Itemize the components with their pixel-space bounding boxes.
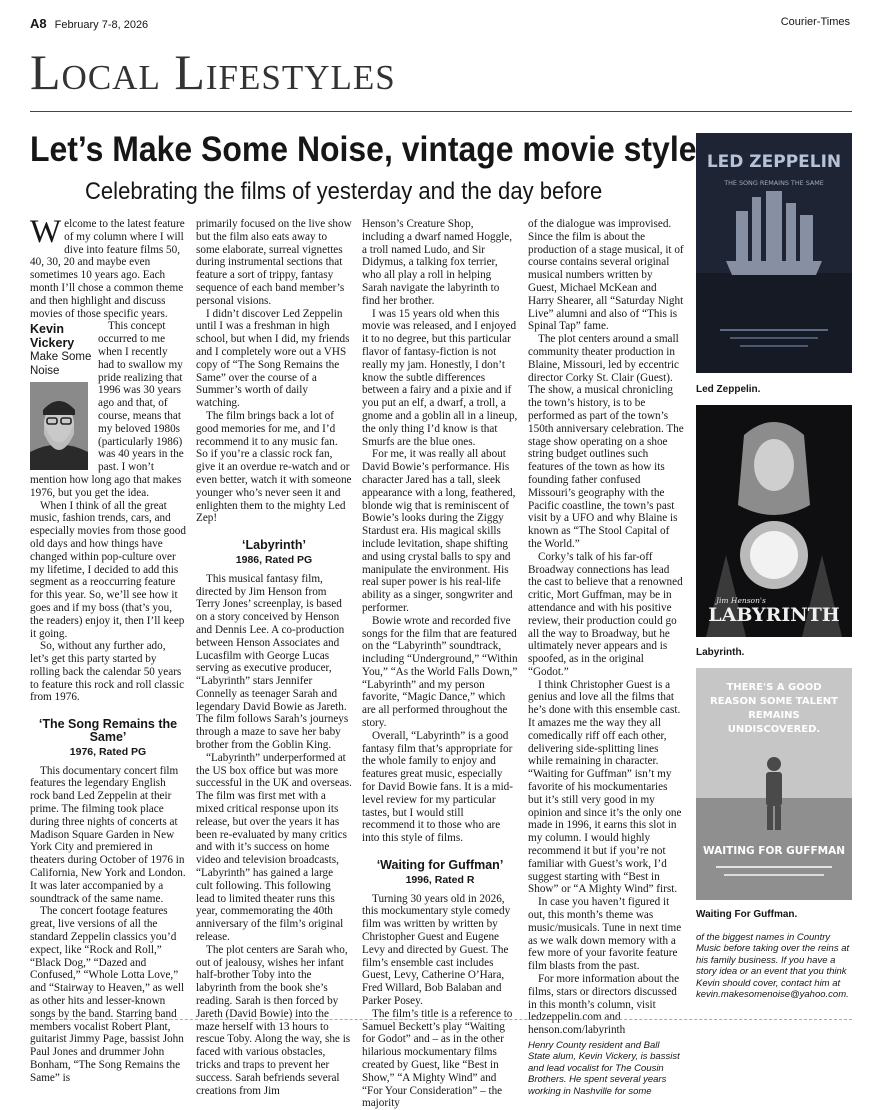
film-2-rating: 1986, Rated PG [235, 553, 313, 566]
bottom-rule [30, 1019, 852, 1020]
column-3 [362, 218, 518, 1110]
film-1-paragraph-3: primarily focused on the live show but the film also eats away to some elaborate, surreal vignettes during instrumental sections that feature a sort of trippy, fantasy sequence of each band member’s personal visions. [196, 218, 352, 307]
film-2-paragraph-8: Overall, “Labyrinth” is a good fantasy film that’s appropriate for the whole family to enjoy and features great music, especially for David Bowie fans. It is a mid-level review for my particular tastes, but I would still recommend it to those who are into this style of films. [362, 729, 513, 845]
film-1-paragraph-5: The film brings back a lot of good memories for me, and I’d recommend it to any music fan. So if you’re a classic rock fan, give it an overdue re-watch and or even better, watch it with someone younger who’s never seen it and enlighten them to the mighty Led Zep! [196, 409, 352, 525]
column-name: Make Some Noise [30, 351, 92, 378]
paper-name: Courier-Times [780, 16, 850, 28]
film-3-paragraph-3: of the dialogue was improvised. Since the film is about the production of a stage musical, it of course contains several original musical numbers written by Guest, Michael McKean and Harry Shearer, all “Saturday Night Live” alumni and also of “This is Spinal Tap” fame. [528, 218, 684, 333]
film-3-title: ‘Waiting for Guffman’ [376, 858, 504, 873]
film-1-paragraph-1: This documentary concert film features the legendary English rock band Led Zeppelin at their prime. The filming took place during three nights of concerts at Madison Square Garden in New York City and premiered in theaters during October of 1976 in California, New York and London. It was later accompanied by a soundtrack of the same name. [30, 764, 186, 905]
film-3-paragraph-5: Corky’s talk of his far-off Broadway connections has lead the cast to believe that a renowned critic, Mort Guffman, may be in attendance and with his positive review, their production could go all the way to Broadway, but he ultimately never appears and is spoofed, as in the original “Godot.” [528, 550, 683, 678]
folio-left [30, 16, 148, 31]
poster-1-caption: Led Zeppelin. [696, 384, 761, 395]
issue-date: February 7-8, 2026 [54, 19, 149, 31]
closing-paragraph-1: In case you haven’t figured it out, this month’s theme was music/musicals. Tune in next time as we walk down memory with a few more of your favorite feature film blasts from the past. [528, 896, 682, 973]
film-3-paragraph-4: The plot centers around a small community theater production in Blaine, Missouri, led by eccentric director Corky St. Clair (Guest). The show, a musical chronicling the town’s history, is to be performed as part of the town’s 150th anniversary celebration. The stage show operating on a shoe string budget outlines such features of the town as how its founding father confused Missouri’s geography with the Pacific coastline, the town’s past visit by a UFO and why Blaine is known as “The Stool Capital of the World.” [528, 333, 684, 550]
poster-3-tagline-1: THERE'S A GOOD [726, 682, 822, 693]
author-photo [30, 382, 88, 470]
poster-led-zeppelin [696, 133, 852, 373]
film-2-paragraph-7: Bowie wrote and recorded five songs for the film that are featured on the “Labyrinth” soundtrack, including “Underground,” “Within You,” “As the World Falls Down,” “Labyrinth” and my person favorite, “Magic Dance,” which are all performed throughout the story. [362, 614, 518, 730]
poster-3-tagline-4: UNDISCOVERED. [727, 724, 821, 735]
film-1-title: ‘The Song Remains the Same’ [38, 717, 178, 745]
poster-3-tagline-2: REASON SOME TALENT [710, 696, 838, 707]
film-2-paragraph-3: The plot centers are Sarah who, out of jealousy, wishes her infant half-brother Toby into the labyrinth from the book she’s reading. Sarah is then forced by Jareth (David Bowie) into the maze herself with 13 hours to rescue Toby. Along the way, she is faced with various obstacles, tricks and traps to prevent her success. Sarah befriends several creations from Jim [196, 943, 351, 1097]
poster-waiting-for-guffman [696, 668, 852, 900]
film-3-paragraph-6: I think Christopher Guest is a genius and love all the films that he’s done with this ensemble cast. It amazes me the way they all comedically riff off each other, delivering side-splitting lines while remaining in character. “Waiting for Guffman” isn’t my favorite of his mockumentaries but it’s still very good in my opinion and since it’s the only one made in 1996, it earns this slot in my column. I would highly recommend it but if you’re not familiar with Guest’s work, I’d suggest starting with “Best in Show” or “A Mighty Wind” first. [528, 678, 682, 896]
column-2 [196, 218, 352, 1097]
column-4 [528, 218, 684, 1097]
byline [30, 322, 92, 470]
film-1-paragraph-4: I didn’t discover Led Zeppelin until I was a freshman in high school, but when I did, my friends and I completely wore out a VHS copy of “The Song Remains the Same” over the course of a Summer’s worth of daily watching. [196, 307, 350, 410]
column-1 [30, 214, 186, 1085]
film-2-paragraph-1: This musical fantasy film, directed by Jim Henson from Terry Jones’ screenplay, is based on a story conceived by Henson and Dennis Lee. A co-production between Henson Associates and Lucasfilm with George Lucas serving as executive producer, “Labyrinth” stars Jennifer Connelly as teenager Sarah and legendary David Bowie as Jareth. The film follows Sarah’s journeys through a maze to save her baby brother from the Goblin King. [196, 572, 349, 752]
closing-paragraph-2: For more information about the films, stars or directors discussed in this month’s column, visit ledzeppelin.com and henson.com/labyrinth [528, 973, 680, 1037]
author-bio-part-2: of the biggest names in Country Music before taking over the reins at his family business. If you have a story idea or an event that you think Kevin should cover, contact him at kevin.makesomenoise@yahoo.com. [696, 932, 850, 1001]
poster-1-logo: LED ZEPPELIN [706, 152, 842, 172]
intro-paragraph-4: So, without any further ado, let’s get this party started by rolling back the calendar 50 years to feature this rock and roll classic from 1976. [30, 640, 185, 704]
intro-paragraph-2: This concept occurred to me when I recently had to swallow my pride realizing that 1996 was 30 years ago and that, of course, means that my beloved 1980s (particularly 1986) was 40 years in the past. I won’t mention how long ago that makes 1976, but you get the idea. [30, 320, 184, 499]
poster-3-caption: Waiting For Guffman. [696, 909, 798, 920]
section-rule [30, 111, 852, 112]
film-3-paragraph-1: Turning 30 years old in 2026, this mockumentary style comedy film was written by written by Christopher Guest and Eugene Levy and directed by Guest. The film’s ensemble cast includes Guest, Levy, Catherine O’Hara, Fred Willard, Bob Balaban and Parker Posey. [362, 892, 511, 1008]
poster-1-title: THE SONG REMAINS THE SAME [724, 179, 824, 187]
film-2-paragraph-6: For me, it was really all about David Bowie’s performance. His character Jared has a tall, sleek appearance with a long, feathered, blonde wig that is reminiscent of Bowie’s looks during the Ziggy Stardust era. His magical skills include levitation, shape shifting and using crystal balls to spy and manipulate the environment. His real super power is his real-life ability as a singer, songwriter and performer. [362, 448, 516, 614]
page-number: A8 [30, 16, 47, 31]
film-2-paragraph-5: I was 15 years old when this movie was released, and I enjoyed it to no degree, but this particular flavor of fantasy-fiction is not really my jam. Honestly, I don’t know the subtle differences between a fairy and a pixie and if you put an elf, a dwarf, a troll, a gnome and a goblin all in a lineup, the only thing I’d know is that Smurfs are the blue ones. [362, 307, 518, 448]
film-1-paragraph-2: The concert footage features great, live versions of all the standard Zeppelin classics you’d expect, like “Rock and Roll,” “Black Dog,” “Dazed and Confused,” “Whole Lotta Love,” and “Stairway to Heaven,” as well as other hits and lesser-known songs by the band. Starring band members vocalist Robert Plant, guitarist Jimmy Page, bassist John Paul Jones and drummer John Bonham, “The Song Remains the Same” is [30, 905, 185, 1084]
film-2-title: ‘Labyrinth’ [242, 538, 306, 553]
film-1-rating: 1976, Rated PG [69, 745, 147, 758]
poster-3-tagline-3: REMAINS [748, 710, 800, 721]
section-title: Local Lifestyles [30, 44, 396, 100]
film-2-paragraph-4: Henson’s Creature Shop, including a dwarf named Hoggle, a troll named Ludo, and Sir Didymus, a talking fox terrier, who all play a roll in helping Sarah navigate the labyrinth to find her brother. [362, 218, 513, 307]
intro-paragraph-3: When I think of all the great music, fashion trends, cars, and especially movies from those good old days and how things have changed within pop-culture over my lifetime, I decided to add this segment as a reoccurring feature for this year. So, we’ll see how it goes and if my boss (that’s you, the readers) enjoy it, then I’ll keep it going. [30, 499, 186, 640]
poster-2-caption: Labyrinth. [696, 647, 745, 658]
poster-labyrinth [696, 405, 852, 637]
author-bio-part-1: Henry County resident and Ball State alum, Kevin Vickery, is bassist and lead vocalist for The Cousin Brothers. He spent several years working in Nashville for some [528, 1040, 680, 1097]
film-3-paragraph-2: The film’s title is a reference to Samuel Beckett’s play “Waiting for Godot” and – as in the other hilarious mockumentary films created by Guest, like “Best in Show,” “A Mighty Wind” and “For Your Consideration” – the majority [362, 1007, 513, 1110]
poster-2-brand: Jim Henson's [716, 596, 766, 605]
drop-cap: W [30, 214, 62, 250]
deck: Celebrating the films of yesterday and the day before [85, 178, 603, 205]
poster-2-title: LABYRINTH [708, 604, 840, 626]
film-2-paragraph-2: “Labyrinth” underperformed at the US box office but was more successful in the UK and overseas. The film was first met with a mixed critical response upon its release, but over the years it has been re-evaluated by many critics and with it’s success on home video and television broadcasts, “Labyrinth” has gained a large cult following. This following lead to limited theater runs this year, commemorating the 40th anniversary of the film’s original release. [196, 751, 352, 944]
headline: Let’s Make Some Noise, vintage movie style [30, 129, 697, 169]
author-name: Kevin Vickery [30, 322, 75, 351]
film-3-rating: 1996, Rated R [405, 873, 475, 886]
poster-3-title: WAITING FOR GUFFMAN [703, 845, 845, 857]
intro-paragraph-1: Welcome to the latest feature of my column where I will dive into feature films 50, 40, 30, 20 and maybe even sometimes 10 years ago. Each month I’ll chose a common theme and then highlight and discuss movies of those specific years. [30, 214, 185, 320]
